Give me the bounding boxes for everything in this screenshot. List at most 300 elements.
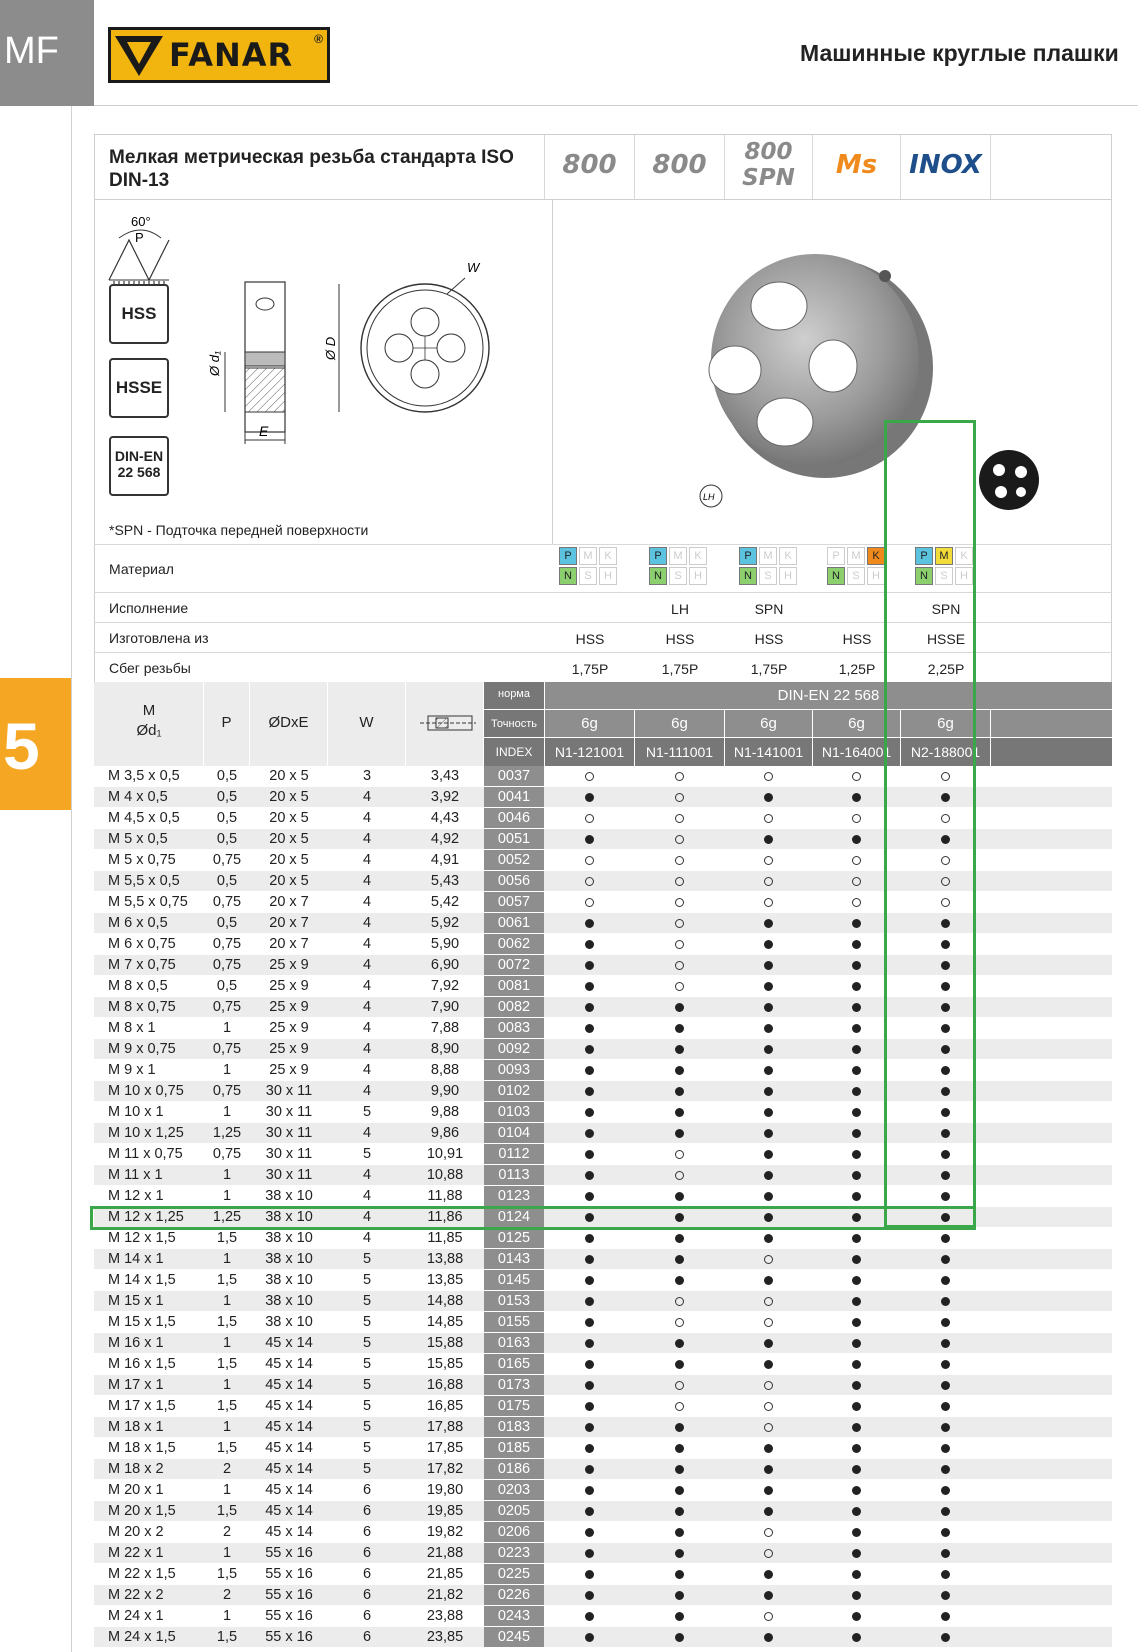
cell-w: 4 [362,1167,372,1183]
available-dot [675,1444,684,1453]
cell-dxe: 20 x 5 [269,810,309,826]
cell-dxe: 20 x 7 [269,915,309,931]
cell-w: 5 [362,1104,372,1120]
table-row [94,829,1112,850]
cell-w: 5 [362,1335,372,1351]
cell-m: M 8 x 0,5 [108,978,168,994]
available-dot [852,1087,861,1096]
cell-w: 5 [362,1461,372,1477]
material-h: H [867,567,885,585]
on-order-dot [675,961,684,970]
runout-value: 1,25P [838,661,876,677]
cell-dxe: 20 x 5 [269,873,309,889]
table-title: Мелкая метрическая резьба стандарта ISO DIN-13 [109,147,514,191]
available-dot [675,1486,684,1495]
cell-p: 0,5 [216,768,238,784]
cell-index: 0046 [484,808,544,829]
cell-d1: 16,85 [426,1398,464,1414]
cell-dxe: 45 x 14 [265,1440,313,1456]
available-dot [585,1339,594,1348]
available-dot [852,919,861,928]
made-of-label: Изготовлена из [109,630,209,646]
available-dot [852,1108,861,1117]
cell-p: 0,5 [216,978,238,994]
cell-w: 5 [362,1146,372,1162]
material-k: K [599,547,617,565]
on-order-dot [941,898,950,907]
cell-index: 0143 [484,1249,544,1270]
cell-dxe: 55 x 16 [265,1566,313,1582]
on-order-dot [852,814,861,823]
cell-m: M 12 x 1 [108,1188,164,1204]
cell-p: 0,75 [212,894,242,910]
on-order-dot [941,814,950,823]
material-n: N [559,567,577,585]
available-dot [764,961,773,970]
available-dot [675,1003,684,1012]
on-order-dot [941,772,950,781]
cell-w: 4 [362,978,372,994]
available-dot [852,1318,861,1327]
cell-m: M 4,5 x 0,5 [108,810,180,826]
available-dot [764,1444,773,1453]
cell-dxe: 25 x 9 [269,1062,309,1078]
available-dot [852,1402,861,1411]
cell-dxe: 25 x 9 [269,978,309,994]
available-dot [585,1612,594,1621]
available-dot [941,1003,950,1012]
cell-m: M 24 x 1 [108,1608,164,1624]
cell-d1: 17,82 [426,1461,464,1477]
d1-label: Ø d₁ [207,350,222,376]
cell-w: 5 [362,1251,372,1267]
on-order-dot [675,982,684,991]
available-dot [585,1213,594,1222]
available-dot [764,1045,773,1054]
available-dot [941,1402,950,1411]
lh-label: LH [703,492,715,502]
available-dot [585,793,594,802]
on-order-dot [675,772,684,781]
cell-dxe: 45 x 14 [265,1524,313,1540]
available-dot [585,1003,594,1012]
available-dot [852,1381,861,1390]
cell-dxe: 55 x 16 [265,1587,313,1603]
table-header [94,682,1112,766]
cell-m: M 3,5 x 0,5 [108,768,180,784]
cell-d1: 23,88 [426,1608,464,1624]
cell-index: 0051 [484,829,544,850]
cell-d1: 4,43 [430,810,460,826]
cell-p: 1 [222,1167,232,1183]
available-dot [764,1486,773,1495]
made-of-value: HSS [842,631,872,647]
available-dot [852,1297,861,1306]
available-dot [585,1276,594,1285]
cell-index: 0052 [484,850,544,871]
available-dot [941,1339,950,1348]
cell-m: M 7 x 0,75 [108,957,176,973]
cell-dxe: 30 x 11 [265,1167,313,1183]
cell-dxe: 45 x 14 [265,1503,313,1519]
table-title-row [94,134,1112,200]
cell-p: 1,5 [216,1566,238,1582]
cell-dxe: 30 x 11 [265,1146,313,1162]
material-label: Материал [109,561,174,577]
available-dot [675,1423,684,1432]
available-dot [585,1486,594,1495]
cell-dxe: 45 x 14 [265,1356,313,1372]
cell-p: 2 [222,1524,232,1540]
cell-d1: 5,42 [430,894,460,910]
cell-d1: 14,88 [426,1293,464,1309]
cell-m: M 5,5 x 0,5 [108,873,180,889]
available-dot [941,1108,950,1117]
header-m: M [142,702,156,719]
cell-p: 2 [222,1587,232,1603]
cell-m: M 10 x 1 [108,1104,164,1120]
table-row [94,871,1112,892]
material-n: N [739,567,757,585]
cell-p: 0,75 [212,1083,242,1099]
header-dxe: ØDxE [250,682,328,766]
available-dot [764,1633,773,1642]
available-dot [852,1003,861,1012]
cell-m: M 22 x 1,5 [108,1566,176,1582]
available-dot [852,793,861,802]
material-k: K [867,547,885,565]
column-header-5 [900,135,990,199]
available-dot [941,1360,950,1369]
available-dot [941,835,950,844]
angle-label: 60° [131,214,151,229]
fanar-logo [108,27,330,83]
cell-d1: 9,90 [430,1083,460,1099]
cell-p: 0,5 [216,831,238,847]
table-row [94,1165,1112,1186]
cell-m: M 10 x 0,75 [108,1083,184,1099]
left-divider [71,106,72,1652]
cell-p: 1,5 [216,1503,238,1519]
on-order-dot [764,1297,773,1306]
cell-p: 1 [222,1335,232,1351]
section-code-tab: MF [0,0,94,106]
cell-p: 0,5 [216,789,238,805]
available-dot [764,1066,773,1075]
available-dot [941,1192,950,1201]
column-code: 800 [652,150,707,180]
on-order-dot [764,1423,773,1432]
available-dot [675,1234,684,1243]
available-dot [764,1192,773,1201]
cell-d1: 15,85 [426,1356,464,1372]
table-row [94,1354,1112,1375]
table-row [94,1501,1112,1522]
cell-p: 1 [222,1293,232,1309]
available-dot [675,1213,684,1222]
runout-value: 1,75P [661,661,699,677]
on-order-dot [764,898,773,907]
cell-d1: 7,90 [430,999,460,1015]
table-row [94,1459,1112,1480]
available-dot [585,835,594,844]
cell-w: 3 [362,768,372,784]
header-w: W [328,682,406,766]
cell-d1: 23,85 [426,1629,464,1645]
table-row [94,955,1112,976]
cell-index: 0186 [484,1459,544,1480]
cell-p: 1 [222,1188,232,1204]
available-dot [675,1633,684,1642]
available-dot [585,1402,594,1411]
available-dot [852,961,861,970]
cell-index: 0056 [484,871,544,892]
execution-value: LH [671,601,689,617]
cell-m: M 20 x 1,5 [108,1503,176,1519]
available-dot [585,1633,594,1642]
cell-m: M 8 x 1 [108,1020,156,1036]
cell-m: M 9 x 1 [108,1062,156,1078]
table-row [94,1417,1112,1438]
on-order-dot [941,877,950,886]
on-order-dot [585,772,594,781]
cell-index: 0061 [484,913,544,934]
cell-m: M 6 x 0,75 [108,936,176,952]
cell-index: 0183 [484,1417,544,1438]
cell-w: 4 [362,1125,372,1141]
available-dot [585,1444,594,1453]
material-s: S [759,567,777,585]
cell-dxe: 55 x 16 [265,1629,313,1645]
cell-dxe: 20 x 7 [269,936,309,952]
cell-p: 1,25 [212,1125,242,1141]
cell-index: 0206 [484,1522,544,1543]
cell-p: 1 [222,1482,232,1498]
cell-m: M 16 x 1 [108,1335,164,1351]
cell-w: 5 [362,1377,372,1393]
cell-p: 1 [222,1104,232,1120]
available-dot [941,1171,950,1180]
available-dot [852,1171,861,1180]
available-dot [675,1108,684,1117]
on-order-dot [852,856,861,865]
material-n: N [827,567,845,585]
execution-row [94,592,1112,622]
cell-index: 0155 [484,1312,544,1333]
available-dot [941,1024,950,1033]
on-order-dot [764,1549,773,1558]
available-dot [852,1486,861,1495]
cell-w: 6 [362,1608,372,1624]
cell-p: 2 [222,1461,232,1477]
available-dot [852,1129,861,1138]
cell-d1: 21,85 [426,1566,464,1582]
table-row [94,1270,1112,1291]
available-dot [675,1045,684,1054]
cell-dxe: 45 x 14 [265,1398,313,1414]
cell-w: 4 [362,852,372,868]
available-dot [585,1465,594,1474]
registered-mark: ® [314,32,323,46]
column-header-1 [544,135,634,199]
on-order-dot [675,877,684,886]
available-dot [941,793,950,802]
cell-dxe: 30 x 11 [265,1125,313,1141]
column-code: INOX [909,150,982,180]
available-dot [941,1570,950,1579]
available-dot [852,1150,861,1159]
available-dot [675,1591,684,1600]
table-row [94,1522,1112,1543]
available-dot [675,1465,684,1474]
cell-p: 0,75 [212,1146,242,1162]
material-m: M [759,547,777,565]
material-p: P [739,547,757,565]
available-dot [764,835,773,844]
cell-d1: 5,92 [430,915,460,931]
material-m: M [579,547,597,565]
available-dot [585,1549,594,1558]
available-dot [585,1045,594,1054]
cell-dxe: 38 x 10 [265,1314,313,1330]
available-dot [941,1633,950,1642]
cell-d1: 19,85 [426,1503,464,1519]
material-k: K [779,547,797,565]
cell-dxe: 20 x 5 [269,789,309,805]
available-dot [585,1234,594,1243]
on-order-dot [764,1318,773,1327]
table-row [94,1123,1112,1144]
on-order-dot [585,898,594,907]
cell-d1: 3,92 [430,789,460,805]
table-row [94,1081,1112,1102]
cell-dxe: 25 x 9 [269,999,309,1015]
material-h: H [779,567,797,585]
technical-drawing [94,200,553,544]
available-dot [941,1255,950,1264]
cell-m: M 5 x 0,5 [108,831,168,847]
cell-dxe: 30 x 11 [265,1104,313,1120]
cell-w: 6 [362,1503,372,1519]
cell-dxe: 45 x 14 [265,1377,313,1393]
cell-w: 5 [362,1398,372,1414]
cell-index: 0185 [484,1438,544,1459]
available-dot [585,1024,594,1033]
on-order-dot [675,814,684,823]
material-m: M [669,547,687,565]
header-d1-icon [406,682,484,766]
cell-d1: 7,88 [430,1020,460,1036]
available-dot [585,1171,594,1180]
material-s: S [935,567,953,585]
runout-value: 1,75P [750,661,788,677]
available-dot [675,1066,684,1075]
column-header-3 [724,135,812,199]
cell-m: M 4 x 0,5 [108,789,168,805]
table-row [94,1186,1112,1207]
available-dot [764,1213,773,1222]
available-dot [585,1423,594,1432]
material-s: S [847,567,865,585]
table-row [94,1543,1112,1564]
available-dot [585,1066,594,1075]
material-n: N [915,567,933,585]
table-row [94,808,1112,829]
available-dot [941,1591,950,1600]
cell-d1: 17,85 [426,1440,464,1456]
column-code-suffix: SPN [742,165,795,191]
made-of-value: HSS [665,631,695,647]
cell-d1: 13,85 [426,1272,464,1288]
runout-value: 2,25P [927,661,965,677]
cell-dxe: 20 x 5 [269,852,309,868]
cell-p: 0,75 [212,957,242,973]
cell-m: M 8 x 0,75 [108,999,176,1015]
cell-m: M 6 x 0,5 [108,915,168,931]
runout-value: 1,75P [571,661,609,677]
cell-p: 1,5 [216,1398,238,1414]
cell-index: 0145 [484,1270,544,1291]
available-dot [852,1192,861,1201]
cell-m: M 15 x 1 [108,1293,164,1309]
available-dot [585,1570,594,1579]
material-h: H [599,567,617,585]
available-dot [852,1465,861,1474]
cell-p: 0,75 [212,936,242,952]
table-row [94,934,1112,955]
material-p: P [649,547,667,565]
material-grid [559,547,619,591]
table-row [94,976,1112,997]
cell-index: 0125 [484,1228,544,1249]
cell-w: 4 [362,1083,372,1099]
available-dot [941,940,950,949]
cell-index: 0057 [484,892,544,913]
available-dot [852,835,861,844]
cell-index: 0153 [484,1291,544,1312]
accuracy-value: 6g [812,710,900,738]
available-dot [585,1108,594,1117]
available-dot [585,1255,594,1264]
available-dot [585,1360,594,1369]
cell-w: 4 [362,831,372,847]
available-dot [585,940,594,949]
available-dot [852,1423,861,1432]
available-dot [675,1612,684,1621]
on-order-dot [852,898,861,907]
cell-w: 4 [362,1062,372,1078]
on-order-dot [941,856,950,865]
available-dot [675,1339,684,1348]
cell-d1: 17,88 [426,1419,464,1435]
cell-p: 1,5 [216,1440,238,1456]
table-row [94,892,1112,913]
table-row [94,766,1112,787]
available-dot [764,1570,773,1579]
cell-d1: 7,92 [430,978,460,994]
cell-w: 6 [362,1524,372,1540]
cell-index: 0041 [484,787,544,808]
material-grid [827,547,887,591]
column-code: 800 [562,150,617,180]
column-divider [990,135,991,199]
made-of-value: HSSE [926,631,966,647]
cell-d1: 9,86 [430,1125,460,1141]
cell-d1: 5,90 [430,936,460,952]
cell-m: M 18 x 2 [108,1461,164,1477]
cell-dxe: 30 x 11 [265,1083,313,1099]
cell-w: 4 [362,999,372,1015]
